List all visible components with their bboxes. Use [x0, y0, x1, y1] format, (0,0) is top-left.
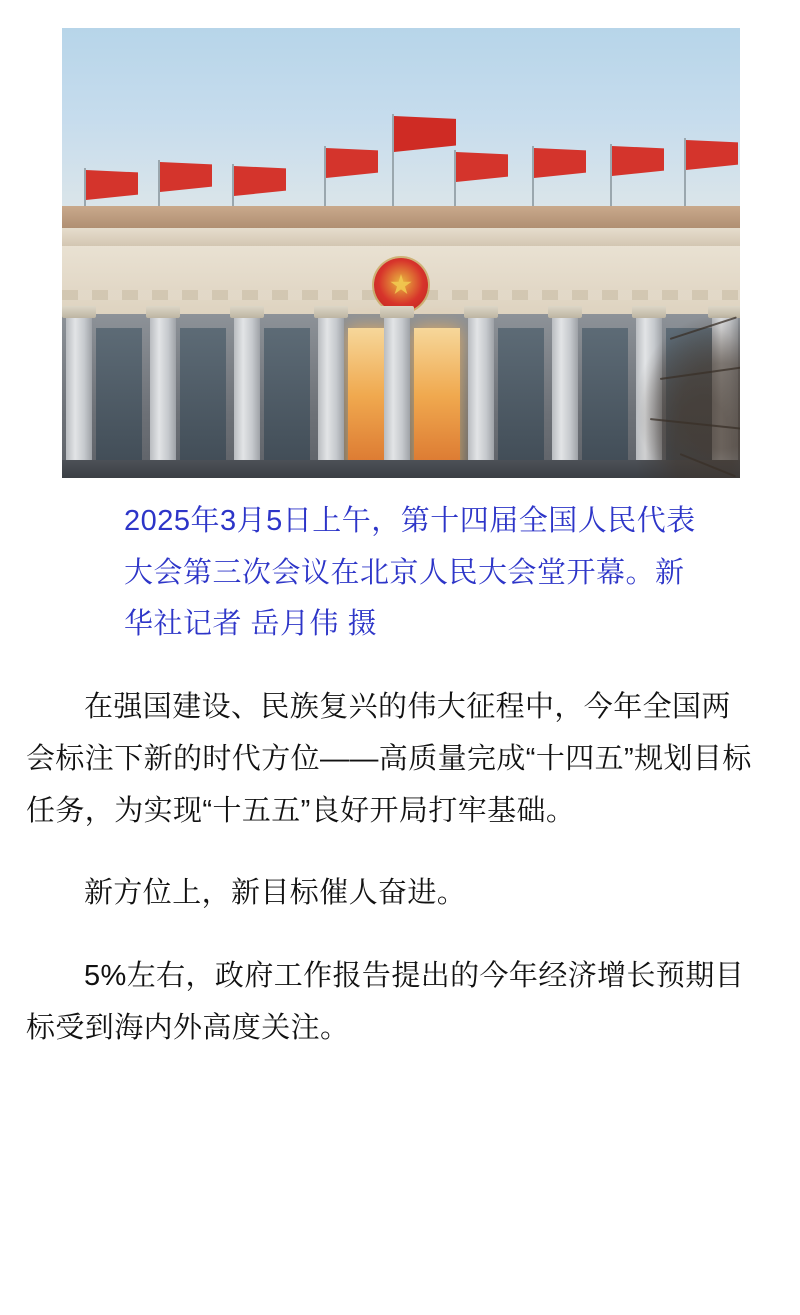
body-paragraph: 新方位上，新目标催人奋进。: [84, 877, 467, 910]
column-capital: [380, 306, 414, 318]
column-capital: [708, 306, 740, 318]
body-paragraph: 在强国建设、民族复兴的伟大征程中，今年全国两会标注下新的时代方位——高质量完成“十四五”规划目标任务，为实现“十五五”良好开局打牢基础。: [26, 690, 752, 828]
article-container: [0, 28, 800, 1054]
facade-window-lit: [414, 328, 460, 478]
article-figure: [0, 28, 800, 651]
facade-window: [180, 328, 226, 478]
column-capital: [632, 306, 666, 318]
column-capital: [230, 306, 264, 318]
facade-column: [234, 316, 260, 478]
facade-column: [66, 316, 92, 478]
facade-column: [468, 316, 494, 478]
facade-column: [712, 316, 738, 478]
facade-window: [582, 328, 628, 478]
national-emblem-icon: [374, 258, 428, 312]
facade-column: [552, 316, 578, 478]
great-hall-of-the-people-photo: [62, 28, 740, 478]
column-capital: [62, 306, 96, 318]
facade-column: [150, 316, 176, 478]
column-capital: [314, 306, 348, 318]
facade-column: [636, 316, 662, 478]
facade-window: [498, 328, 544, 478]
building-cornice: [62, 228, 740, 246]
facade-column: [318, 316, 344, 478]
facade-window: [264, 328, 310, 478]
column-capital: [548, 306, 582, 318]
column-capital: [146, 306, 180, 318]
facade-column: [384, 316, 410, 478]
facade-window: [96, 328, 142, 478]
facade-window: [666, 328, 712, 478]
body-paragraph: 5%左右，政府工作报告提出的今年经济增长预期目标受到海内外高度关注。: [26, 959, 745, 1044]
building-roof: [62, 206, 740, 228]
figure-caption: 2025年3月5日上午，第十四届全国人民代表大会第三次会议在北京人民大会堂开幕。新华社记者 岳月伟 摄: [124, 505, 696, 641]
column-capital: [464, 306, 498, 318]
foreground-ground: [62, 460, 740, 478]
